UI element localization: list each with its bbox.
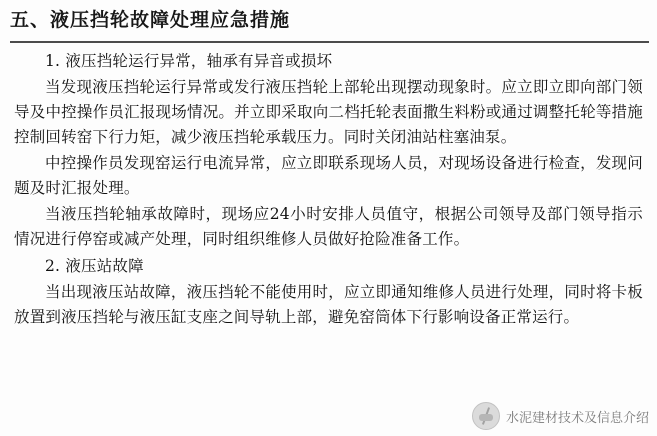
watermark xyxy=(472,402,649,430)
cement-plant-logo-icon xyxy=(472,402,500,430)
watermark-label: 水泥建材技术及信息介绍 xyxy=(505,410,649,426)
page-title: 五、液压挡轮故障处理应急措施 xyxy=(10,9,291,31)
paragraph-5: 2. 液压站故障 xyxy=(45,256,144,275)
heading-block xyxy=(0,0,657,39)
paragraph-6: 当出现液压站故障，液压挡轮不能使用时，应立即通知维修人员进行处理，同时将卡板放置到液压挡轮与液压缸支座之间导轨上部，避免窑筒体下行影响设备正常运行。 xyxy=(14,282,643,326)
document-body xyxy=(0,43,657,330)
paragraph-1: 1. 液压挡轮运行异常，轴承有异音或损坏 xyxy=(45,51,333,70)
paragraph-4: 当液压挡轮轴承故障时，现场应24小时安排人员值守，根据公司领导及部门领导指示情况进行停窑或减产处理，同时组织维修人员做好抢险准备工作。 xyxy=(14,205,643,249)
paragraph-3: 中控操作员发现窑运行电流异常，应立即联系现场人员，对现场设备进行检查，发现问题及时汇报处理。 xyxy=(14,154,643,198)
paragraph-2: 当发现液压挡轮运行异常或发行液压挡轮上部轮出现摆动现象时。应立即立即向部门领导及中控操作员汇报现场情况。并立即采取向二档托轮表面撒生料粉或通过调整托轮等措施控制回转窑下行力矩，减少液压挡轮承载压力。同时关闭油站柱塞油泵。 xyxy=(14,77,643,147)
